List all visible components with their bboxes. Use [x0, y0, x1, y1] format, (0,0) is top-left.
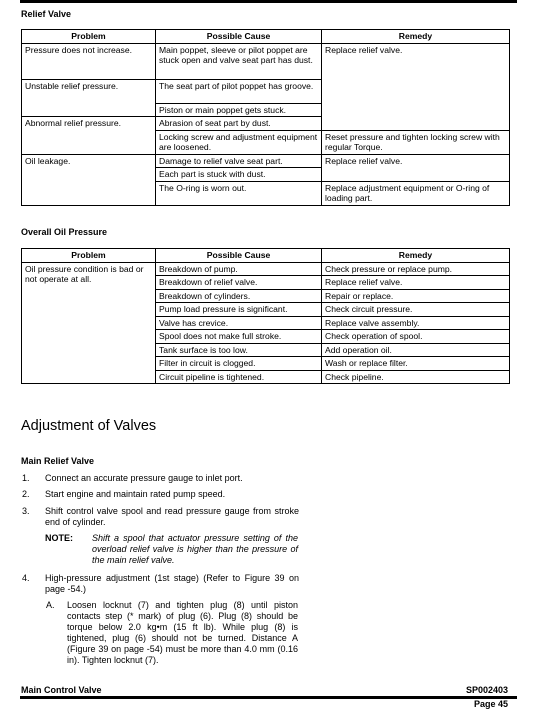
problem-cell: Unstable relief pressure. [22, 79, 156, 103]
remedy-cell [322, 79, 510, 103]
header-problem: Problem [22, 30, 156, 44]
remedy-cell: Reset pressure and tighten locking screw with regular Torque. [322, 130, 510, 154]
problem-cell [22, 130, 156, 154]
remedy-cell: Replace valve assembly. [322, 316, 510, 330]
remedy-cell: Wash or replace filter. [322, 357, 510, 371]
substep-text: Loosen locknut (7) and tighten plug (8) until piston contacts step (* mark) of plug (6). Plug (8) should be torque below 2.0 kg•m (15 ft lb). While plug (8) is tightened, plug (6) should not be turned. Distance A (Figure 39 on page -54) must be more than 4.0 mm (0.16 in). Tighten locknut (7). [67, 600, 298, 665]
cause-cell: Breakdown of pump. [156, 262, 322, 276]
cause-cell: Main poppet, sleeve or pilot poppet are stuck open and valve seat part has dust. [156, 43, 322, 79]
step-text: Start engine and maintain rated pump speed. [45, 489, 226, 499]
overall-oil-table [21, 248, 510, 384]
step-text: Shift control valve spool and read pressure gauge from stroke end of cylinder. [45, 506, 299, 527]
overall-oil-title: Overall Oil Pressure [21, 227, 108, 237]
remedy-cell: Replace adjustment equipment or O-ring of loading part. [322, 181, 510, 205]
substep-label: A. [46, 600, 55, 610]
remedy-cell: Replace relief valve. [322, 43, 510, 79]
problem-cell [22, 168, 156, 182]
problem-cell [22, 181, 156, 205]
step-number: 4. [22, 573, 30, 583]
note-label: NOTE: [45, 533, 73, 543]
cause-cell: Piston or main poppet gets stuck. [156, 103, 322, 117]
footer-doc-code: SP002403 [465, 685, 508, 695]
cause-cell: Abrasion of seat part by dust. [156, 117, 322, 131]
remedy-cell: Replace relief valve. [322, 154, 510, 168]
cause-cell: Breakdown of relief valve. [156, 276, 322, 290]
remedy-cell: Check operation of spool. [322, 330, 510, 344]
cause-cell: Filter in circuit is clogged. [156, 357, 322, 371]
main-relief-valve-subtitle: Main Relief Valve [21, 456, 95, 466]
step-text: High-pressure adjustment (1st stage) (Refer to Figure 39 on page -54.) [45, 573, 299, 594]
step-number: 1. [22, 473, 30, 483]
cause-cell: Spool does not make full stroke. [156, 330, 322, 344]
cause-cell: Locking screw and adjustment equipment are loosened. [156, 130, 322, 154]
remedy-cell: Check pressure or replace pump. [322, 262, 510, 276]
cause-cell: The O-ring is worn out. [156, 181, 322, 205]
header-remedy: Remedy [322, 30, 510, 44]
header-cause: Possible Cause [156, 30, 322, 44]
cause-cell: Circuit pipeline is tightened. [156, 370, 322, 384]
cause-cell: Each part is stuck with dust. [156, 168, 322, 182]
cause-cell: The seat part of pilot poppet has groove. [156, 79, 322, 103]
cause-cell: Breakdown of cylinders. [156, 289, 322, 303]
step-number: 2. [22, 489, 30, 499]
remedy-cell: Repair or replace. [322, 289, 510, 303]
cause-cell: Valve has crevice. [156, 316, 322, 330]
relief-valve-title: Relief Valve [21, 9, 72, 19]
remedy-cell: Add operation oil. [322, 343, 510, 357]
footer-section-name: Main Control Valve [21, 685, 102, 695]
header-problem: Problem [22, 249, 156, 263]
cause-cell: Pump load pressure is significant. [156, 303, 322, 317]
step-text: Connect an accurate pressure gauge to inlet port. [45, 473, 243, 483]
problem-cell: Oil pressure condition is bad or not operate at all. [22, 262, 156, 384]
relief-valve-table [21, 29, 510, 206]
footer-page-number: Page 45 [473, 699, 508, 709]
remedy-cell: Replace relief valve. [322, 276, 510, 290]
header-cause: Possible Cause [156, 249, 322, 263]
problem-cell [22, 103, 156, 117]
problem-cell: Oil leakage. [22, 154, 156, 168]
remedy-cell [322, 103, 510, 117]
remedy-cell [322, 117, 510, 131]
remedy-cell [322, 168, 510, 182]
remedy-cell: Check circuit pressure. [322, 303, 510, 317]
problem-cell: Abnormal relief pressure. [22, 117, 156, 131]
adjustment-title: Adjustment of Valves [21, 418, 157, 434]
note-text: Shift a spool that actuator pressure setting of the overload relief valve is higher than the pressure of the main relief valve. [92, 533, 298, 565]
top-rule [20, 0, 517, 3]
problem-cell: Pressure does not increase. [22, 43, 156, 79]
footer-rule [20, 696, 517, 699]
cause-cell: Damage to relief valve seat part. [156, 154, 322, 168]
step-number: 3. [22, 506, 30, 516]
header-remedy: Remedy [322, 249, 510, 263]
remedy-cell: Check pipeline. [322, 370, 510, 384]
cause-cell: Tank surface is too low. [156, 343, 322, 357]
